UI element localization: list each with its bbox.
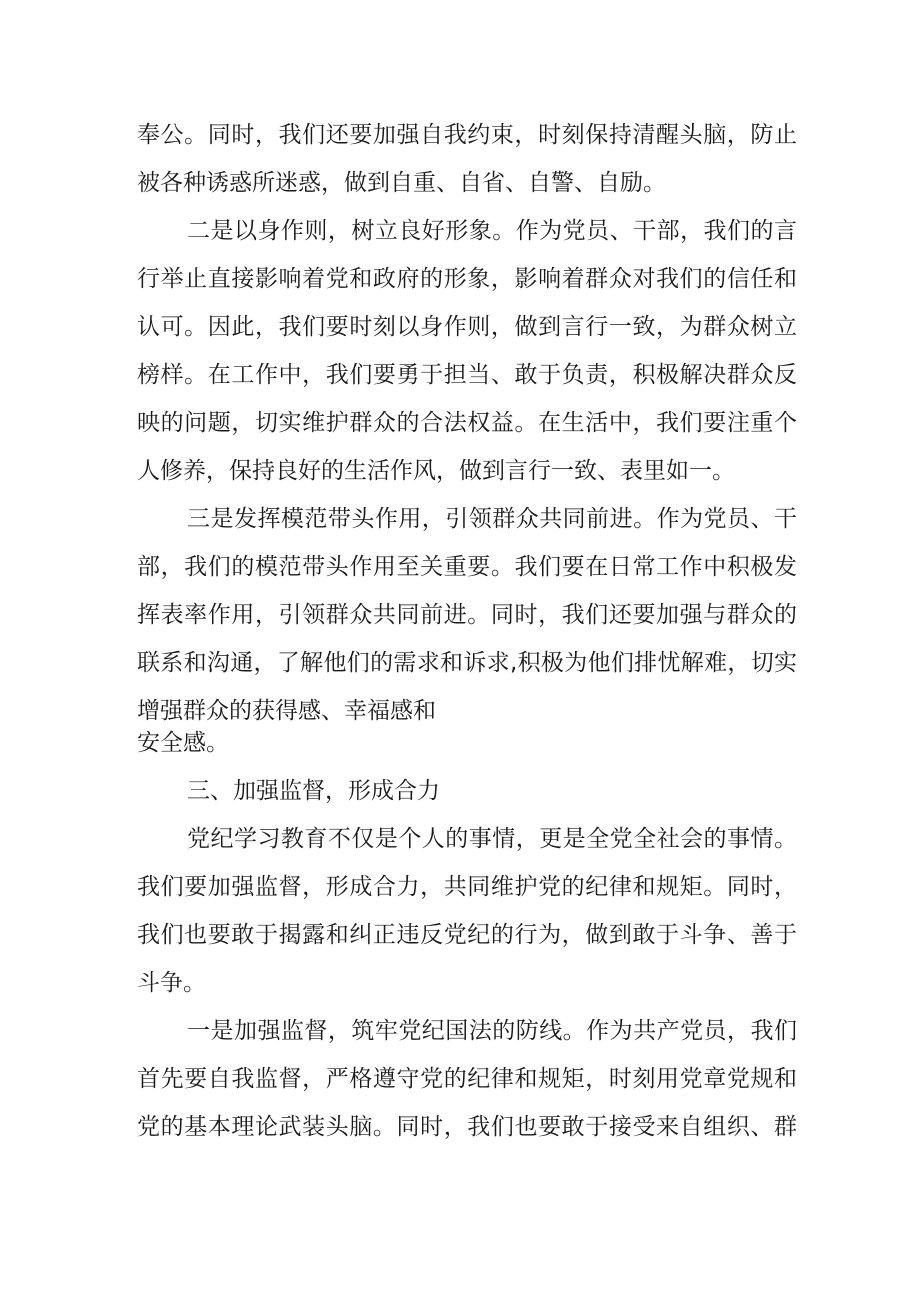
paragraph-line: 首先要自我监督，严格遵守党的纪律和规矩，时刻用党章党规和	[137, 1066, 797, 1092]
paragraph-line: 人修养，保持良好的生活作风，做到言行一致、表里如一。	[137, 458, 735, 484]
paragraph-line: 奉公。同时，我们还要加强自我约束，时刻保持清醒头脑，防止	[137, 122, 797, 148]
paragraph-line: 认可。因此，我们要时刻以身作则，做到言行一致，为群众树立	[137, 314, 797, 340]
paragraph-line: 挥表率作用，引领群众共同前进。同时，我们还要加强与群众的	[137, 602, 797, 628]
paragraph-line: 党纪学习教育不仅是个人的事情，更是全党全社会的事情。	[187, 826, 797, 852]
paragraph-line: 映的问题，切实维护群众的合法权益。在生活中，我们要注重个	[137, 410, 797, 436]
paragraph-line: 增强群众的获得感、幸福感和	[137, 698, 436, 724]
paragraph-line: 联系和沟通，了解他们的需求和诉求,积极为他们排忧解难，切实	[137, 650, 797, 676]
paragraph-line: 被各种诱惑所迷惑，做到自重、自省、自警、自励。	[137, 170, 666, 196]
paragraph-line: 二是以身作则，树立良好形象。作为党员、干部，我们的言	[187, 218, 797, 244]
paragraph-line: 三是发挥模范带头作用，引领群众共同前进。作为党员、干	[187, 506, 797, 532]
paragraph-line: 行举止直接影响着党和政府的形象，影响着群众对我们的信任和	[137, 266, 797, 292]
paragraph-line: 斗争。	[137, 970, 206, 996]
paragraph-line: 一是加强监督，筑牢党纪国法的防线。作为共产党员，我们	[187, 1018, 797, 1044]
paragraph-line: 我们要加强监督，形成合力，共同维护党的纪律和规矩。同时，	[137, 874, 797, 900]
paragraph-line: 党的基本理论武装头脑。同时，我们也要敢于接受来自组织、群	[137, 1114, 797, 1140]
paragraph-line: 我们也要敢于揭露和纠正违反党纪的行为，做到敢于斗争、善于	[137, 922, 797, 948]
paragraph-line: 榜样。在工作中，我们要勇于担当、敢于负责，积极解决群众反	[137, 362, 797, 388]
section-heading: 三、加强监督，形成合力	[187, 778, 440, 804]
paragraph-line: 部，我们的模范带头作用至关重要。我们要在日常工作中积极发	[137, 554, 797, 580]
paragraph-line: 安全感。	[137, 730, 229, 756]
